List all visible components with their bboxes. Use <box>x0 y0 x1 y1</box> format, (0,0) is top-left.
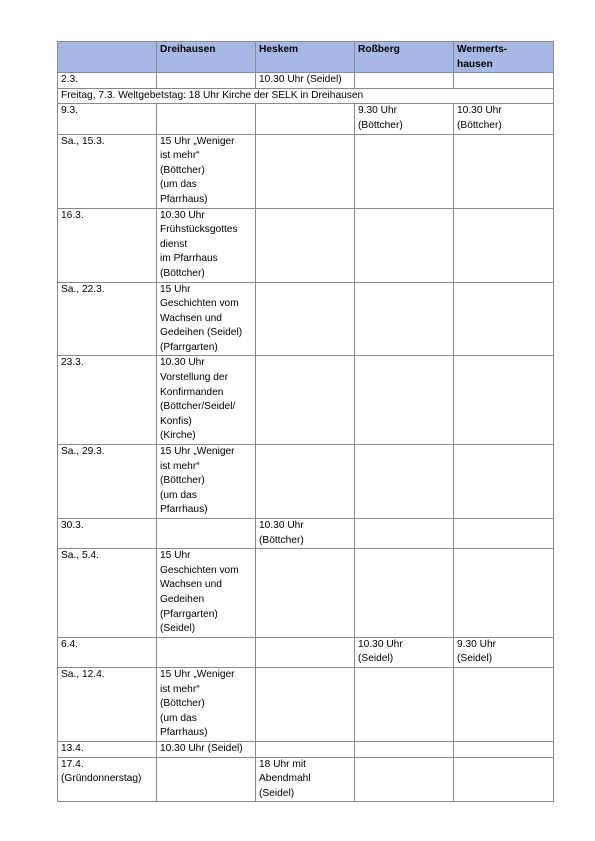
cell-heskem <box>256 356 355 445</box>
cell-heskem: 18 Uhr mit Abendmahl (Seidel) <box>256 757 355 802</box>
cell-dreihausen: 10.30 Uhr (Seidel) <box>157 741 256 757</box>
table-row <box>58 757 554 802</box>
cell-date: Sa., 22.3. <box>58 282 157 356</box>
cell-wermertshausen <box>454 549 554 638</box>
cell-wermertshausen <box>454 134 554 208</box>
cell-dreihausen <box>157 73 256 89</box>
cell-wermertshausen <box>454 356 554 445</box>
cell-rossberg <box>355 757 454 802</box>
cell-wermertshausen <box>454 741 554 757</box>
cell-date: Sa., 12.4. <box>58 667 157 741</box>
table-row <box>58 637 554 667</box>
cell-heskem <box>256 208 355 282</box>
cell-wermertshausen <box>454 282 554 356</box>
cell-rossberg <box>355 519 454 549</box>
cell-heskem: 10.30 Uhr (Seidel) <box>256 73 355 89</box>
table-row <box>58 282 554 356</box>
cell-date: 6.4. <box>58 637 157 667</box>
cell-heskem <box>256 282 355 356</box>
header-row <box>58 42 554 73</box>
table-row <box>58 104 554 134</box>
cell-heskem <box>256 667 355 741</box>
cell-rossberg: 10.30 Uhr (Seidel) <box>355 637 454 667</box>
cell-date: Sa., 29.3. <box>58 445 157 519</box>
cell-rossberg <box>355 282 454 356</box>
table-row <box>58 356 554 445</box>
cell-dreihausen: 15 Uhr „Weniger ist mehr“ (Böttcher) (um das Pfarrhaus) <box>157 445 256 519</box>
cell-dreihausen: 10.30 Uhr Vorstellung der Konfirmanden (Böttcher/Seidel/ Konfis) (Kirche) <box>157 356 256 445</box>
table-row <box>58 741 554 757</box>
cell-date: 13.4. <box>58 741 157 757</box>
cell-wermertshausen: 9.30 Uhr (Seidel) <box>454 637 554 667</box>
cell-wermertshausen <box>454 757 554 802</box>
header-cell-heskem: Heskem <box>256 42 355 73</box>
cell-dreihausen: 15 Uhr „Weniger ist mehr“ (Böttcher) (um das Pfarrhaus) <box>157 667 256 741</box>
cell-dreihausen <box>157 757 256 802</box>
cell-heskem <box>256 104 355 134</box>
cell-rossberg <box>355 667 454 741</box>
cell-heskem <box>256 549 355 638</box>
schedule-body <box>58 73 554 802</box>
cell-dreihausen: 15 Uhr „Weniger ist mehr“ (Böttcher) (um das Pfarrhaus) <box>157 134 256 208</box>
cell-dreihausen <box>157 637 256 667</box>
table-row <box>58 134 554 208</box>
table-row <box>58 445 554 519</box>
header-cell-date <box>58 42 157 73</box>
table-row <box>58 73 554 89</box>
table-row <box>58 667 554 741</box>
cell-date: 23.3. <box>58 356 157 445</box>
cell-date: Sa., 15.3. <box>58 134 157 208</box>
cell-date: Sa., 5.4. <box>58 549 157 638</box>
cell-heskem <box>256 637 355 667</box>
header-cell-wermertshausen: Wermerts- hausen <box>454 42 554 73</box>
table-row <box>58 549 554 638</box>
cell-wermertshausen <box>454 445 554 519</box>
schedule-table <box>57 41 554 802</box>
cell-dreihausen <box>157 104 256 134</box>
cell-rossberg <box>355 356 454 445</box>
cell-date: 17.4. (Gründonnerstag) <box>58 757 157 802</box>
document-page <box>57 41 553 802</box>
table-row <box>58 88 554 104</box>
cell-heskem <box>256 134 355 208</box>
cell-date: 30.3. <box>58 519 157 549</box>
cell-wermertshausen <box>454 667 554 741</box>
table-row <box>58 519 554 549</box>
cell-wermertshausen <box>454 208 554 282</box>
cell-rossberg <box>355 134 454 208</box>
cell-rossberg: 9.30 Uhr (Böttcher) <box>355 104 454 134</box>
cell-rossberg <box>355 208 454 282</box>
cell-date: 16.3. <box>58 208 157 282</box>
cell-dreihausen: 10.30 Uhr Frühstücksgottes dienst im Pfarrhaus (Böttcher) <box>157 208 256 282</box>
cell-heskem <box>256 741 355 757</box>
cell-rossberg <box>355 445 454 519</box>
cell-date: 9.3. <box>58 104 157 134</box>
cell-wermertshausen <box>454 73 554 89</box>
cell-dreihausen: 15 Uhr Geschichten vom Wachsen und Gedeihen (Pfarrgarten) (Seidel) <box>157 549 256 638</box>
cell-rossberg <box>355 73 454 89</box>
header-cell-rossberg: Roßberg <box>355 42 454 73</box>
cell-heskem: 10.30 Uhr (Böttcher) <box>256 519 355 549</box>
table-row <box>58 208 554 282</box>
announcement-cell: Freitag, 7.3. Weltgebetstag: 18 Uhr Kirche der SELK in Dreihausen <box>58 88 554 104</box>
cell-dreihausen: 15 Uhr Geschichten vom Wachsen und Gedeihen (Seidel) (Pfarrgarten) <box>157 282 256 356</box>
cell-date: 2.3. <box>58 73 157 89</box>
cell-rossberg <box>355 741 454 757</box>
cell-rossberg <box>355 549 454 638</box>
cell-heskem <box>256 445 355 519</box>
cell-wermertshausen <box>454 519 554 549</box>
header-cell-dreihausen: Dreihausen <box>157 42 256 73</box>
cell-wermertshausen: 10.30 Uhr (Böttcher) <box>454 104 554 134</box>
cell-dreihausen <box>157 519 256 549</box>
